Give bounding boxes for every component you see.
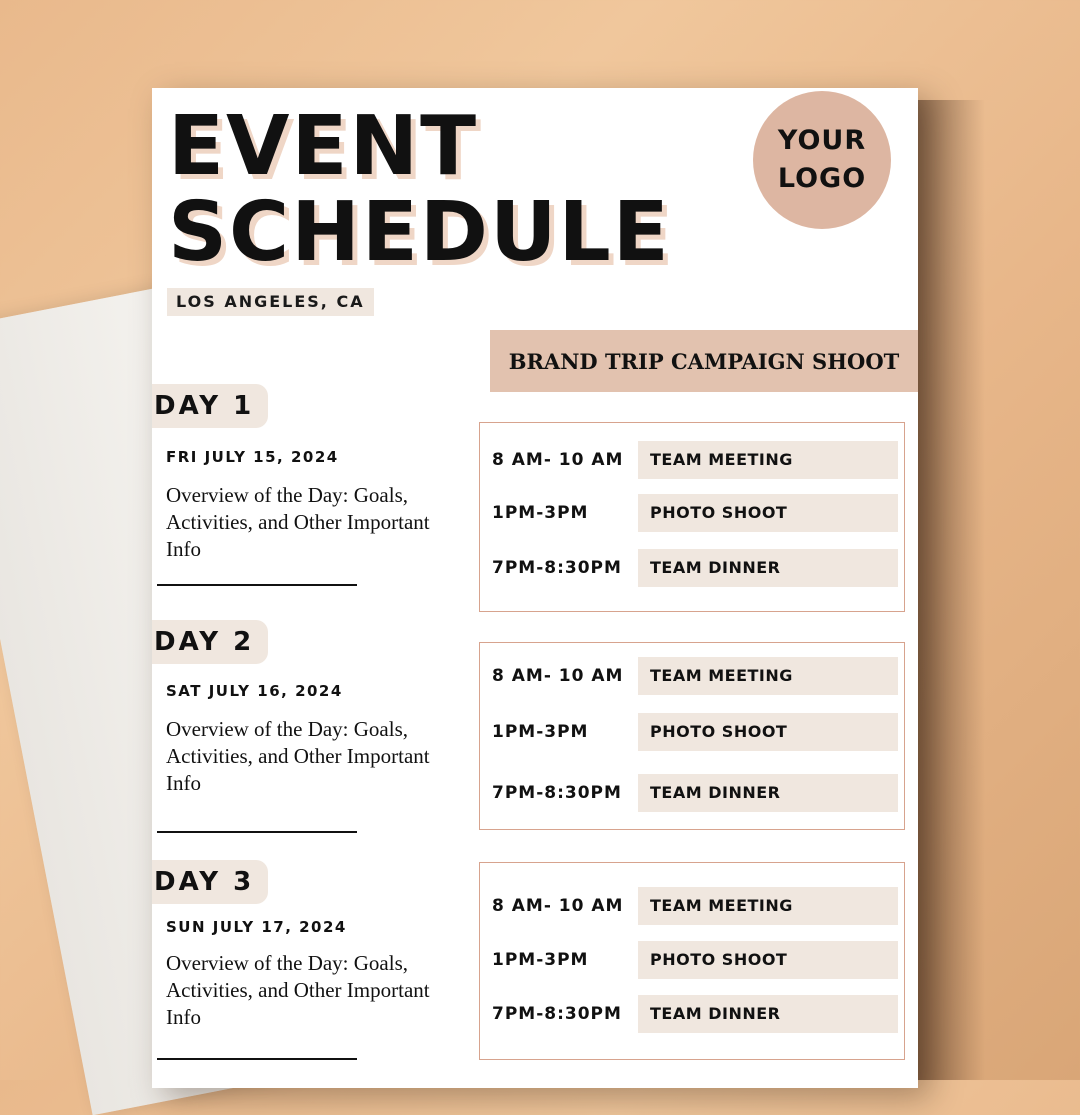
schedule-activity: TEAM DINNER (638, 774, 898, 812)
schedule-time: 1PM-3PM (492, 950, 589, 970)
schedule-row (480, 774, 904, 812)
schedule-activity: TEAM MEETING (638, 887, 898, 925)
day-date: FRI JULY 15, 2024 (166, 448, 339, 466)
title-line-2: SCHEDULE (168, 185, 671, 280)
day-overview: Overview of the Day: Goals, Activities, and Other Important Info (166, 951, 430, 1029)
day-block (152, 860, 482, 1060)
day-label: DAY 1 (152, 384, 268, 428)
schedule-row (480, 713, 904, 751)
schedule-activity: TEAM MEETING (638, 657, 898, 695)
campaign-title-banner: BRAND TRIP CAMPAIGN SHOOT (490, 330, 918, 392)
schedule-box (479, 642, 905, 830)
schedule-time: 8 AM- 10 AM (492, 896, 624, 916)
schedule-activity: TEAM DINNER (638, 549, 898, 587)
schedule-row (480, 441, 904, 479)
schedule-time: 7PM-8:30PM (492, 558, 622, 578)
day-overview: Overview of the Day: Goals, Activities, and Other Important Info (166, 717, 430, 795)
divider-line (157, 584, 357, 586)
day-label: DAY 2 (152, 620, 268, 664)
schedule-row (480, 494, 904, 532)
day-date: SAT JULY 16, 2024 (166, 682, 343, 700)
schedule-row (480, 941, 904, 979)
schedule-row (480, 549, 904, 587)
schedule-time: 8 AM- 10 AM (492, 450, 624, 470)
schedule-row (480, 887, 904, 925)
schedule-row (480, 995, 904, 1033)
day-block (152, 620, 482, 835)
schedule-time: 7PM-8:30PM (492, 783, 622, 803)
schedule-time: 1PM-3PM (492, 722, 589, 742)
schedule-activity: PHOTO SHOOT (638, 494, 898, 532)
flyer-shadow (915, 100, 985, 1080)
location-tag: LOS ANGELES, CA (167, 288, 374, 316)
logo-line-2: LOGO (777, 163, 867, 194)
divider-line (157, 1058, 357, 1060)
schedule-activity: TEAM DINNER (638, 995, 898, 1033)
schedule-activity: PHOTO SHOOT (638, 941, 898, 979)
day-date: SUN JULY 17, 2024 (166, 918, 347, 936)
schedule-time: 1PM-3PM (492, 503, 589, 523)
day-block (152, 384, 482, 594)
schedule-time: 8 AM- 10 AM (492, 666, 624, 686)
schedule-row (480, 657, 904, 695)
event-schedule-flyer (152, 88, 918, 1088)
schedule-activity: TEAM MEETING (638, 441, 898, 479)
title-line-1: EVENT (168, 99, 479, 194)
logo-placeholder (753, 91, 891, 229)
logo-line-1: YOUR (777, 125, 867, 156)
schedule-time: 7PM-8:30PM (492, 1004, 622, 1024)
day-label: DAY 3 (152, 860, 268, 904)
schedule-activity: PHOTO SHOOT (638, 713, 898, 751)
day-overview: Overview of the Day: Goals, Activities, and Other Important Info (166, 483, 430, 561)
schedule-box (479, 862, 905, 1060)
schedule-box (479, 422, 905, 612)
divider-line (157, 831, 357, 833)
